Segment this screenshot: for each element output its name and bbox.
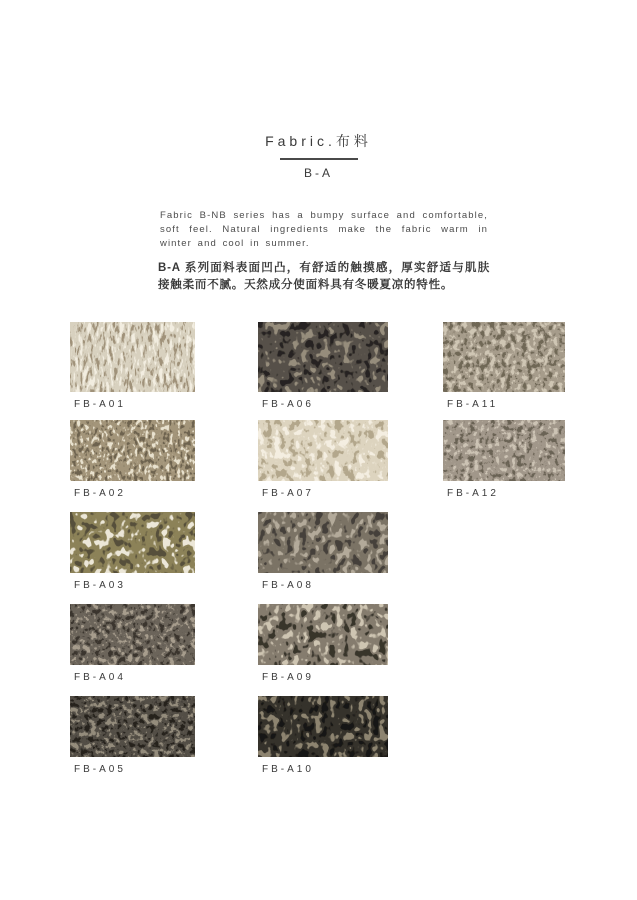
fabric-swatch-cell	[258, 604, 388, 684]
fabric-swatch-code: FB-A01	[74, 399, 126, 410]
fabric-swatch-cell	[443, 322, 565, 411]
fabric-swatch-image	[258, 604, 388, 665]
fabric-swatch-cell	[70, 696, 195, 776]
fabric-swatch-code: FB-A10	[262, 764, 314, 775]
fabric-swatch-code: FB-A04	[74, 672, 126, 683]
fabric-swatch-cell	[258, 696, 388, 776]
description-english: Fabric B-NB series has a bumpy surface and comfortable, soft feel. Natural ingredients make the fabric warm in winter and cool in summer.	[160, 209, 488, 249]
fabric-swatch-cell	[258, 512, 388, 592]
fabric-swatch-image	[70, 322, 195, 392]
fabric-swatch-image	[70, 420, 195, 481]
fabric-swatch-code: FB-A11	[447, 399, 499, 410]
fabric-swatch-code: FB-A09	[262, 672, 314, 683]
fabric-swatch-code: FB-A12	[447, 488, 499, 499]
swatch-column-2	[258, 322, 388, 788]
fabric-swatch-image	[70, 604, 195, 665]
fabric-swatch-cell	[70, 322, 195, 411]
fabric-swatch-image	[70, 696, 195, 757]
fabric-swatch-cell	[258, 322, 388, 411]
fabric-swatch-image	[258, 420, 388, 481]
fabric-swatch-cell	[258, 420, 388, 500]
fabric-swatch-image	[70, 512, 195, 573]
fabric-swatch-code: FB-A08	[262, 580, 314, 591]
fabric-swatch-cell	[70, 512, 195, 592]
fabric-swatch-cell	[443, 420, 565, 500]
page-header	[0, 131, 637, 180]
fabric-swatch-image	[258, 696, 388, 757]
swatch-column-3	[443, 322, 565, 512]
fabric-swatch-image	[443, 322, 565, 392]
swatch-column-1	[70, 322, 195, 788]
description-chinese: B-A 系列面料表面凹凸，有舒适的触摸感，厚实舒适与肌肤接触柔而不腻。天然成分使面料具有冬暖夏凉的特性。	[158, 261, 490, 291]
fabric-swatch-image	[443, 420, 565, 481]
fabric-swatch-cell	[70, 420, 195, 500]
series-code: B-A	[303, 166, 333, 180]
fabric-swatch-image	[258, 512, 388, 573]
fabric-swatch-code: FB-A03	[74, 580, 126, 591]
title-divider	[280, 158, 358, 160]
fabric-swatch-image	[258, 322, 388, 392]
fabric-swatch-code: FB-A07	[262, 488, 314, 499]
fabric-swatch-code: FB-A05	[74, 764, 126, 775]
page-title: Fabric.布料	[265, 133, 372, 149]
fabric-swatch-cell	[70, 604, 195, 684]
fabric-swatch-code: FB-A06	[262, 399, 314, 410]
fabric-swatch-code: FB-A02	[74, 488, 126, 499]
